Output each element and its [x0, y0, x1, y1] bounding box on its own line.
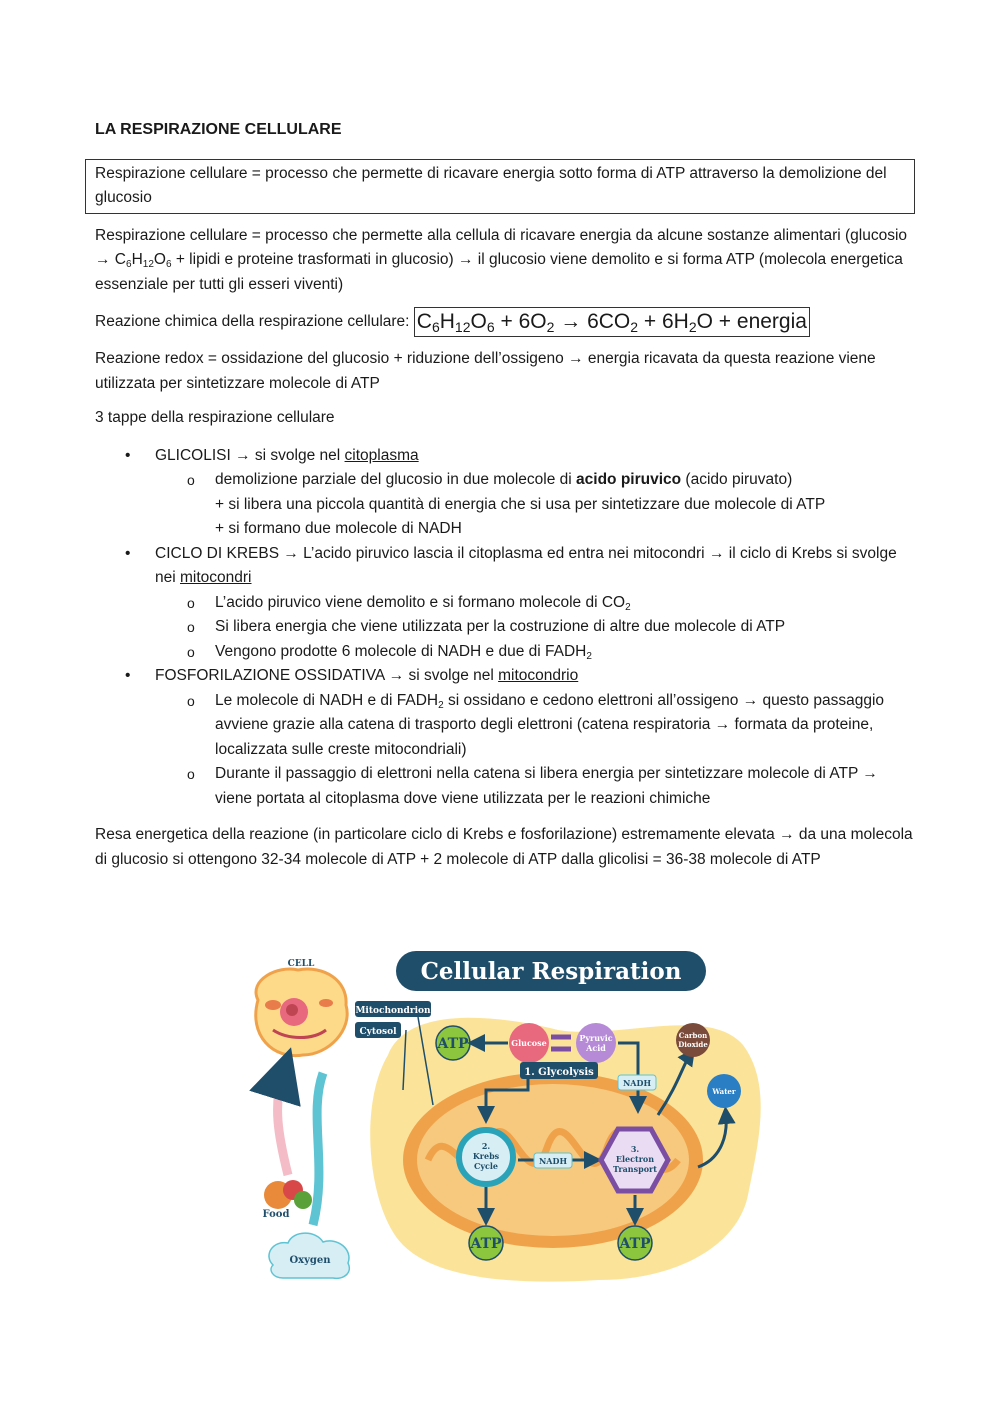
krebs-label-3: Cycle [473, 1161, 499, 1171]
pyruvic-label-1: Pyruvic [579, 1033, 613, 1043]
glycolysis-item: o demolizione parziale del glucosio in due molecole di acido piruvico (acido piruvato) + si libera una piccola quantità di energia che si usa per sintetizzare due molecole di ATP + si formano due molecole di NADH [215, 468, 915, 542]
oxygen-label: Oxygen [289, 1255, 331, 1266]
paragraph-resa: Resa energetica della reazione (in particolare ciclo di Krebs e fosforilazione) estremamente elevata → da una molecola di glucosio si ottengono 32-34 molecole di ATP + 2 molecole di ATP dalla glicolisi = 36-38 molecole di ATP [95, 826, 913, 868]
paragraph-definition: Respirazione cellulare = processo che permette alla cellula di ricavare energia da alcune sostanze alimentari (glucosio → $C_6H_{12}O_6$ + lipidi e proteine trasformati in glucosio) → il glucosio viene demolito e si forma ATP (molecola energetica essenziale per tutti gli esseri viventi) [95, 226, 908, 293]
krebs-item-3: o Vengono prodotte 6 molecole di NADH e due di $FADH_2$ [215, 640, 915, 665]
cell-label: CELL [287, 959, 315, 969]
atp-label-1: ATP [437, 1036, 469, 1052]
stage-oxphos: • FOSFORILAZIONE OSSIDATIVA → si svolge nel mitocondrio o Le molecole di NADH e di $FADH_2$ si ossidano e cedono elettroni all’ossigeno → questo passaggio avviene grazie alla catena di trasporto degli elettroni (catena respiratoria → formata da proteine, localizzata sulle creste mitocondriali) o Durante il passaggio di elettroni nella catena si libera energia per sintetizzare molecole di ATP → viene portata al citoplasma dove viene utilizzata per le reazioni chimiche [155, 664, 915, 811]
nadh-label-mid: NADH [538, 1156, 568, 1166]
oxphos-item-1: o Le molecole di NADH e di $FADH_2$ si ossidano e cedono elettroni all’ossigeno → questo passaggio avviene grazie alla catena di trasporto degli elettroni (catena respiratoria → formata da proteine, localizzata sulle creste mitocondriali) [215, 689, 915, 763]
stages-list [95, 444, 915, 812]
cellular-respiration-diagram [238, 945, 770, 1290]
diagram-title: Cellular Respiration [420, 958, 682, 985]
et-label-1: 3. [630, 1144, 640, 1154]
document-title: LA RESPIRAZIONE CELLULARE [95, 121, 342, 138]
et-label-2: Electron [615, 1154, 655, 1164]
pyruvic-label-2: Acid [586, 1043, 606, 1053]
document-page [95, 118, 915, 882]
boxed-definition: Respirazione cellulare = processo che permette di ricavare energia sotto forma di ATP attraverso la demolizione del glucosio [85, 159, 915, 214]
glycolysis-label: 1. Glycolysis [524, 1067, 594, 1078]
et-label-3: Transport [613, 1164, 657, 1174]
paragraph-redox: Reazione redox = ossidazione del glucosio + riduzione dell’ossigeno → energia ricavata da questa reazione viene utilizzata per sintetizzare molecole di ATP [95, 350, 876, 392]
equation-box: $C_6H_{12}O_6 + 6O_2 \to 6CO_2 + 6H_2O$ + energia [414, 307, 810, 337]
water-label: Water [712, 1087, 736, 1096]
carbon-label-1: Carbon [678, 1031, 708, 1040]
stage-glycolysis: • GLICOLISI → si svolge nel citoplasma o demolizione parziale del glucosio in due molecole di acido piruvico (acido piruvato) + si libera una piccola quantità di energia che si usa per sintetizzare due molecole di ATP + si formano due molecole di NADH [155, 444, 915, 542]
krebs-item-2: o Si libera energia che viene utilizzata per la costruzione di altre due molecole di ATP [215, 615, 915, 640]
atp-label-2: ATP [470, 1236, 502, 1252]
krebs-item-1: o L’acido piruvico viene demolito e si formano molecole di $CO_2$ [215, 591, 915, 616]
paragraph-tappe: 3 tappe della respirazione cellulare [95, 409, 335, 426]
krebs-label-2: Krebs [472, 1151, 500, 1161]
stage-krebs: • CICLO DI KREBS → L’acido piruvico lascia il citoplasma ed entra nei mitocondri → il ciclo di Krebs si svolge nei mitocondri o L’acido piruvico viene demolito e si formano molecole di $CO_2$ o Si libera energia che viene utilizzata per la costruzione di altre due molecole di ATP o Vengono prodotte 6 molecole di NADH e due di $FADH_2$ [155, 542, 915, 665]
carbon-label-2: Dioxide [678, 1040, 708, 1049]
glucose-label: Glucose [511, 1038, 547, 1048]
nadh-label-top: NADH [622, 1078, 652, 1088]
atp-label-3: ATP [619, 1236, 651, 1252]
oxphos-item-2: o Durante il passaggio di elettroni nella catena si libera energia per sintetizzare molecole di ATP → viene portata al citoplasma dove viene utilizzata per le reazioni chimiche [215, 762, 915, 811]
paragraph-equation: Reazione chimica della respirazione cellulare: $C_6H_{12}O_6 + 6O_2 \to 6CO_2 + 6H_2O$ + energia [95, 307, 915, 337]
mitochondrion-label: Mitochondrion [355, 1006, 431, 1016]
cytosol-label: Cytosol [359, 1027, 397, 1037]
food-label: Food [262, 1209, 290, 1220]
krebs-label-1: 2. [481, 1141, 491, 1151]
